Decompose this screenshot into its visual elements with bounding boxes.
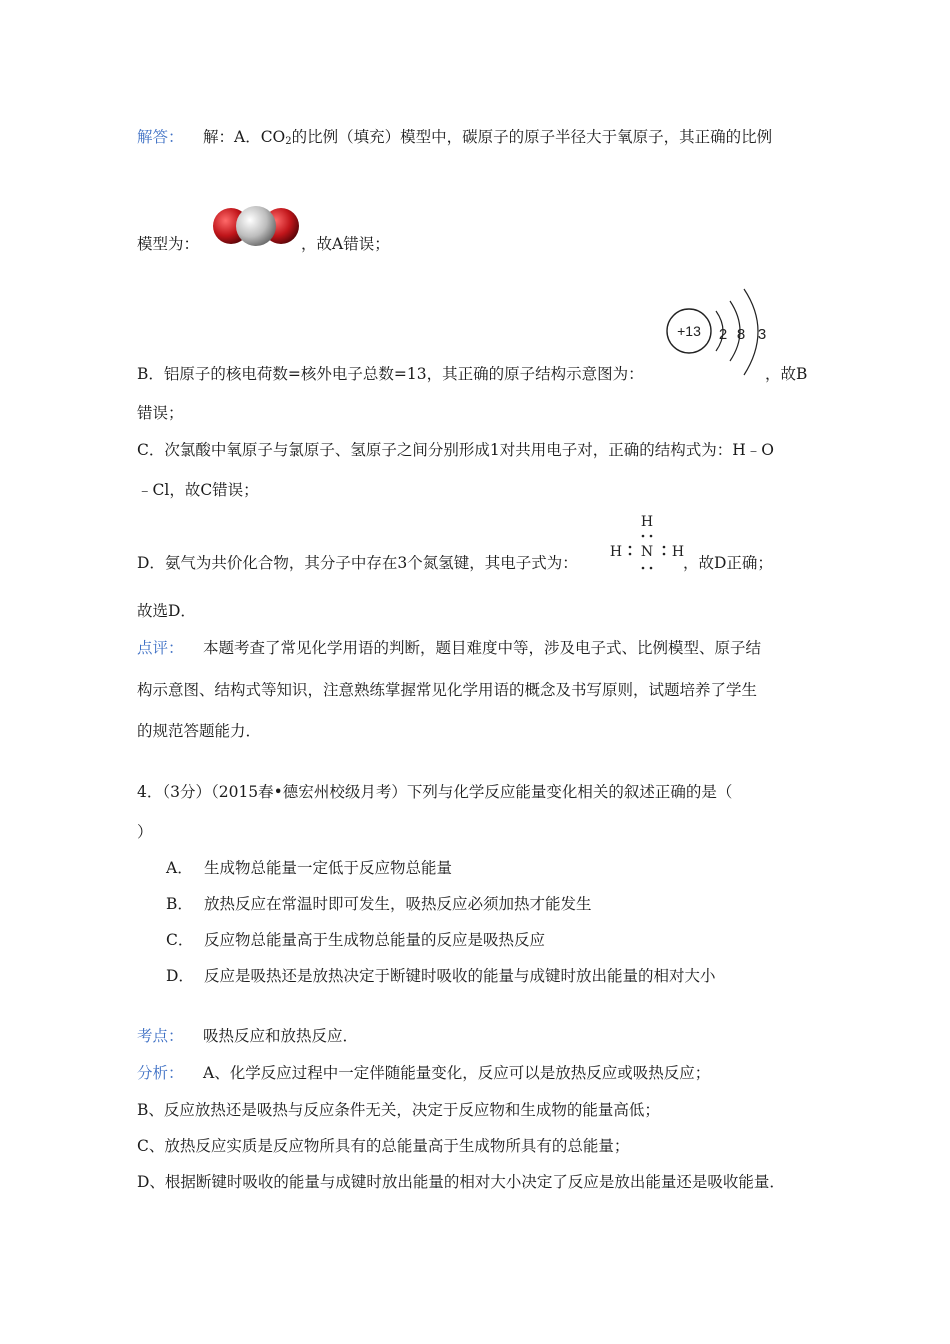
question-4-stem-line-1: 4．（3分）（2015春•德宏州校级月考）下列与化学反应能量变化相关的叙述正确的是（ [137, 783, 733, 801]
answer-line-c1: C．次氯酸中氧原子与氯原子、氢原子之间分别形成1对共用电子对，正确的结构式为：H﹣O [137, 441, 774, 459]
nh3-top-h: H [640, 514, 654, 530]
comment-line-3: 的规范答题能力． [137, 722, 262, 740]
electron-dot [642, 535, 645, 538]
option-a-text: 生成物总能量一定低于反应物总能量 [204, 859, 453, 877]
analysis-line-1 [137, 1063, 710, 1083]
electron-dot [642, 567, 645, 570]
answer-line-b2: 错误； [137, 404, 184, 422]
answer-a2-post: ，故A错误； [301, 235, 390, 253]
answer-d1-post: ，故D正确； [683, 554, 773, 572]
comment-text-1: 本题考查了常见化学用语的判断，题目难度中等，涉及电子式、比例模型、原子结 [203, 639, 762, 657]
answer-line-b1: B．铝原子的核电荷数=核外电子总数=13，其正确的原子结构示意图为： [137, 365, 644, 383]
shell-2-count: 8 [736, 326, 746, 343]
point-text: 吸热反应和放热反应． [203, 1027, 359, 1045]
electron-shell-3 [744, 289, 758, 375]
nh3-electron-formula [606, 510, 686, 576]
carbon-atom [236, 206, 276, 246]
shell-3-count: 3 [757, 326, 767, 343]
analysis-line-2: B、反应放热还是吸热与反应条件无关，决定于反应物和生成物的能量高低； [137, 1101, 660, 1119]
answer-line-c2: ﹣Cl，故C错误； [137, 481, 259, 499]
option-d-text: 反应是吸热还是放热决定于断键时吸收的能量与成键时放出能量的相对大小 [204, 967, 716, 985]
option-b-text: 放热反应在常温时即可发生，吸热反应必须加热才能发生 [204, 895, 592, 913]
answer-line-a2 [137, 234, 199, 254]
electron-dot [663, 546, 666, 549]
option-b [166, 894, 592, 914]
option-c [166, 930, 545, 950]
shell-1-count: 2 [718, 326, 728, 343]
option-d [166, 966, 716, 986]
option-a-letter: A． [166, 859, 193, 877]
co2-subscript: 2 [285, 136, 292, 147]
question-4-stem-line-2: ） [137, 823, 153, 841]
nh3-right-h: H [671, 544, 685, 560]
electron-dot [650, 567, 653, 570]
answer-a-text-post: 的比例（填充）模型中，碳原子的原子半径大于氧原子，其正确的比例 [291, 128, 773, 146]
nucleus-charge: +13 [677, 323, 701, 339]
option-d-letter: D． [166, 967, 194, 985]
comment-label: 点评： [137, 639, 184, 657]
answer-line-a1 [137, 127, 772, 152]
nh3-center-n: N [640, 544, 654, 560]
comment-line-2: 构示意图、结构式等知识，注意熟练掌握常见化学用语的概念及书写原则，试题培养了学生 [137, 681, 758, 699]
electron-dot [650, 535, 653, 538]
answer-a-text-pre: 解：A．CO [203, 128, 286, 146]
electron-dot [629, 546, 632, 549]
electron-dot [663, 553, 666, 556]
answer-label: 解答： [137, 128, 184, 146]
answer-conclusion: 故选D． [137, 602, 196, 620]
answer-line-d1: D．氨气为共价化合物，其分子中存在3个氮氢键，其电子式为： [137, 554, 578, 572]
co2-space-filling-model [211, 203, 301, 249]
answer-b1-post: ，故B [765, 365, 808, 383]
analysis-line-3: C、放热反应实质是反应物所具有的总能量高于生成物所具有的总能量； [137, 1137, 630, 1155]
point-line [137, 1026, 358, 1046]
option-a [166, 858, 452, 878]
analysis-label: 分析： [137, 1064, 184, 1082]
analysis-line-4: D、根据断键时吸收的能量与成键时放出能量的相对大小决定了反应是放出能量还是吸收能量． [137, 1173, 785, 1191]
aluminum-atom-structure-diagram [664, 285, 774, 381]
nh3-left-h: H [609, 544, 623, 560]
option-c-letter: C． [166, 931, 194, 949]
option-b-letter: B． [166, 895, 193, 913]
answer-a2-pre: 模型为： [137, 235, 200, 253]
comment-line-1 [137, 638, 761, 658]
electron-dot [629, 553, 632, 556]
analysis-text-1: A、化学反应过程中一定伴随能量变化，反应可以是放热反应或吸热反应； [203, 1064, 711, 1082]
point-label: 考点： [137, 1027, 184, 1045]
option-c-text: 反应物总能量高于生成物总能量的反应是吸热反应 [204, 931, 546, 949]
